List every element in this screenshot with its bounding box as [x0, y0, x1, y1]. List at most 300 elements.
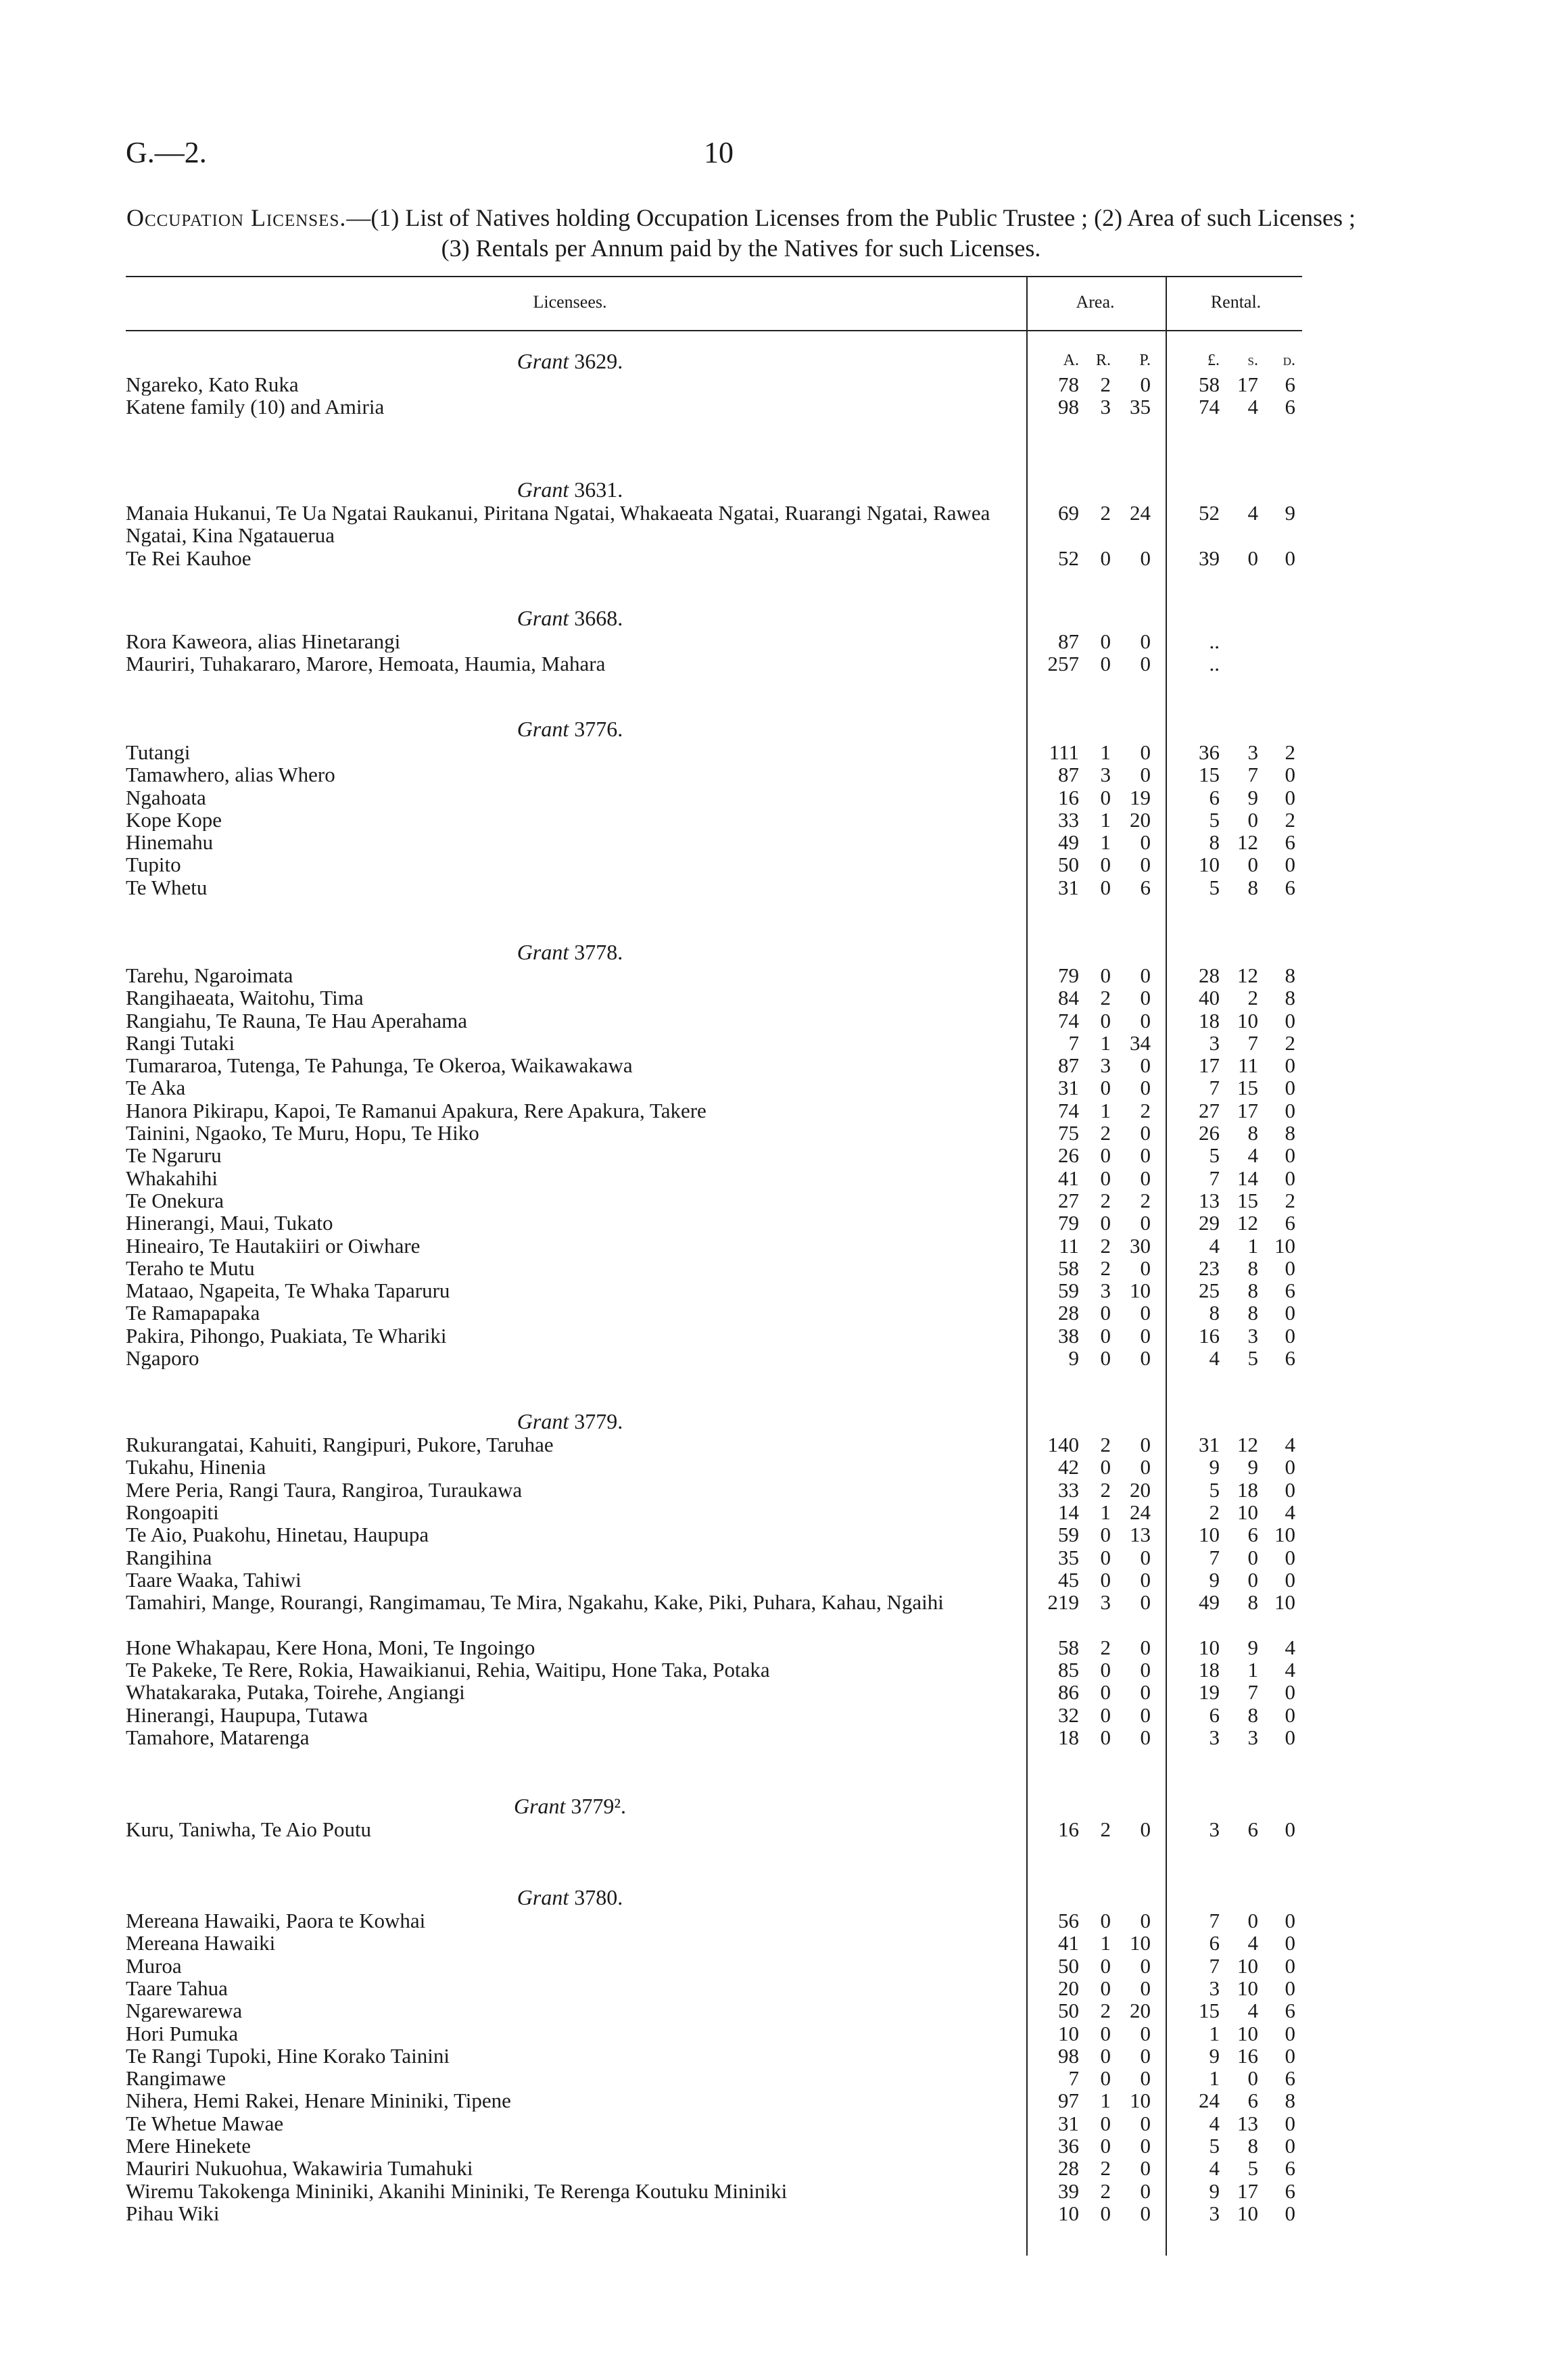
grant-heading: [126, 607, 1014, 629]
area-acres: 50: [1058, 1954, 1079, 1978]
area-perches: 0: [1140, 2179, 1151, 2203]
licensee-name: Taare Tahua: [126, 1977, 228, 1999]
area-roods: 2: [1100, 2179, 1111, 2203]
area-acres: 59: [1058, 1523, 1079, 1546]
licensee-name: Mere Hinekete: [126, 2135, 251, 2157]
area-roods: 1: [1100, 808, 1111, 832]
area-acres: 31: [1058, 876, 1079, 899]
area-roods: 0: [1100, 1976, 1111, 2000]
licensee-name: Te Rei Kauhoe: [126, 547, 251, 569]
area-acres: 59: [1058, 1279, 1079, 1302]
area-acres: 7: [1068, 1031, 1079, 1055]
rental-shillings: 10: [1237, 1500, 1258, 1524]
area-roods: 0: [1100, 2044, 1111, 2068]
licensee-name: Muroa: [126, 1955, 182, 1977]
rental-pence: 0: [1285, 853, 1295, 876]
rental-pounds: 4: [1209, 2112, 1220, 2135]
rental-pence: 0: [1285, 1143, 1295, 1167]
rental-pounds: 3: [1209, 1031, 1220, 1055]
rental-shillings: 3: [1247, 1726, 1258, 1749]
area-perches: 0: [1140, 1121, 1151, 1145]
area-perches: 19: [1130, 786, 1151, 809]
area-roods: 1: [1100, 1931, 1111, 1955]
rental-shillings: 10: [1237, 1009, 1258, 1032]
area-acres: 9: [1068, 1346, 1079, 1370]
rental-pence: 8: [1285, 1121, 1295, 1145]
area-perches: 0: [1140, 1590, 1151, 1614]
area-perches: 35: [1130, 395, 1151, 419]
area-roods: 0: [1100, 1658, 1111, 1682]
rental-pence: 6: [1285, 2179, 1295, 2203]
area-roods: 0: [1100, 1909, 1111, 1932]
area-acres: 28: [1058, 1301, 1079, 1325]
rental-pounds: 25: [1199, 1279, 1220, 1302]
area-roods: 0: [1100, 1301, 1111, 1325]
rental-pounds: 4: [1209, 1346, 1220, 1370]
grant-number: 3779².: [565, 1794, 627, 1818]
area-acres: 16: [1058, 786, 1079, 809]
rental-pounds: 9: [1209, 1568, 1220, 1592]
licensee-name: Mereana Hawaiki: [126, 1932, 276, 1954]
grant-heading: [126, 1886, 1014, 1909]
rental-shillings: 4: [1247, 501, 1258, 525]
area-perches: 0: [1140, 652, 1151, 675]
area-acres: 10: [1058, 2022, 1079, 2045]
area-roods: 2: [1100, 1433, 1111, 1456]
column-header-area: Area.: [1076, 292, 1115, 312]
area-acres: 86: [1058, 1680, 1079, 1704]
area-acres: 56: [1058, 1909, 1079, 1932]
area-roods: 0: [1100, 2112, 1111, 2135]
rental-pence: 0: [1285, 1053, 1295, 1077]
rental-pence: 0: [1285, 1076, 1295, 1099]
rental-shillings: 6: [1247, 1523, 1258, 1546]
rental-pence: 6: [1285, 1999, 1295, 2022]
licensee-name: Rukurangatai, Kahuiti, Rangipuri, Pukore, Taruhae: [126, 1433, 554, 1456]
rental-pence: 4: [1285, 1658, 1295, 1682]
licensee-name: Mauriri Nukuohua, Wakawiria Tumahuki: [126, 2157, 473, 2179]
grant-word: Grant: [517, 477, 569, 502]
column-divider-area: [1026, 276, 1028, 2256]
area-acres: 78: [1058, 373, 1079, 396]
title-lead: Occupation Licenses.: [126, 204, 347, 231]
licensee-name: Rangiahu, Te Rauna, Te Hau Aperahama: [126, 1009, 467, 1032]
licensee-name: Ngaporo: [126, 1347, 199, 1369]
area-roods: 2: [1100, 1999, 1111, 2022]
licensee-name: Tamahiri, Mange, Rourangi, Rangimamau, Te Mira, Ngakahu, Kake, Piki, Puhara, Kahau, Ngaihi: [126, 1591, 944, 1614]
licensee-name: Te Whetu: [126, 876, 208, 899]
licensee-name: Tarehu, Ngaroimata: [126, 964, 293, 986]
area-perches: 20: [1130, 1999, 1151, 2022]
area-roods: 0: [1100, 2066, 1111, 2090]
area-perches: 0: [1140, 1954, 1151, 1978]
licensee-name: Ngahoata: [126, 786, 206, 809]
area-perches: 0: [1140, 2044, 1151, 2068]
rental-pounds: 9: [1209, 2179, 1220, 2203]
rental-pence: 6: [1285, 373, 1295, 396]
licensee-name: Rora Kaweora, alias Hinetarangi: [126, 630, 401, 652]
licensee-name: Mataao, Ngapeita, Te Whaka Taparuru: [126, 1279, 450, 1302]
licensee-name: Ngareko, Kato Ruka: [126, 373, 299, 396]
area-acres: 257: [1047, 652, 1079, 675]
rental-pence: 6: [1285, 876, 1295, 899]
rental-shillings: 10: [1237, 2202, 1258, 2225]
area-perches: 0: [1140, 2022, 1151, 2045]
column-header-rental: Rental.: [1210, 292, 1262, 312]
rental-pence: 6: [1285, 395, 1295, 419]
rental-shillings: 12: [1237, 830, 1258, 854]
rental-shillings: 7: [1247, 1680, 1258, 1704]
rental-shillings: 8: [1247, 1256, 1258, 1280]
licensee-name: Tumararoa, Tutenga, Te Pahunga, Te Okeroa, Waikawakawa: [126, 1054, 633, 1076]
area-roods: 0: [1100, 2202, 1111, 2225]
rental-pounds: 31: [1199, 1433, 1220, 1456]
area-perches: 0: [1140, 2156, 1151, 2180]
licensee-name: Hineairo, Te Hautakiiri or Oiwhare: [126, 1235, 421, 1257]
area-acres: 33: [1058, 1478, 1079, 1502]
rental-pence: 2: [1285, 1031, 1295, 1055]
area-acres: 42: [1058, 1455, 1079, 1479]
area-perches: 6: [1140, 876, 1151, 899]
licensee-name: Whatakaraka, Putaka, Toirehe, Angiangi: [126, 1681, 465, 1703]
licensee-name: Tutangi: [126, 741, 191, 763]
area-acres: 87: [1058, 763, 1079, 786]
grant-word: Grant: [517, 606, 569, 630]
rental-shillings: 15: [1237, 1189, 1258, 1212]
area-roods: 0: [1100, 876, 1111, 899]
rental-pounds: 58: [1199, 373, 1220, 396]
rental-pence: 8: [1285, 986, 1295, 1009]
rental-pence: 10: [1274, 1234, 1295, 1258]
rental-shillings: 18: [1237, 1478, 1258, 1502]
licensee-name: Tamawhero, alias Whero: [126, 763, 335, 786]
area-perches: 0: [1140, 373, 1151, 396]
licensee-name: Kope Kope: [126, 809, 222, 831]
area-roods: 2: [1100, 1121, 1111, 1145]
licensee-name: Teraho te Mutu: [126, 1257, 255, 1279]
area-acres: 74: [1058, 1099, 1079, 1122]
licensee-name: Tainini, Ngaoko, Te Muru, Hopu, Te Hiko: [126, 1122, 479, 1144]
area-perches: 0: [1140, 2134, 1151, 2158]
rental-pence: 0: [1285, 1301, 1295, 1325]
area-acres: 36: [1058, 2134, 1079, 2158]
area-roods: 0: [1100, 1703, 1111, 1727]
rental-pounds: 8: [1209, 1301, 1220, 1325]
column-header-licensees: Licensees.: [533, 292, 607, 312]
area-roods: 0: [1100, 2022, 1111, 2045]
rental-pence: 0: [1285, 1703, 1295, 1727]
rental-pence: 0: [1285, 2202, 1295, 2225]
rental-pounds: 29: [1199, 1211, 1220, 1235]
rental-pence: 0: [1285, 786, 1295, 809]
area-perches: 0: [1140, 1076, 1151, 1099]
rental-pence: 0: [1285, 1256, 1295, 1280]
area-perches: 0: [1140, 1817, 1151, 1841]
rental-pence: 6: [1285, 1211, 1295, 1235]
licensee-name: Pakira, Pihongo, Puakiata, Te Whariki: [126, 1325, 447, 1347]
area-acres: 49: [1058, 830, 1079, 854]
grant-number: 3668.: [569, 606, 623, 630]
area-perches: 0: [1140, 1636, 1151, 1659]
rental-pounds: 2: [1209, 1500, 1220, 1524]
area-acres: 16: [1058, 1817, 1079, 1841]
area-acres: 98: [1058, 395, 1079, 419]
licensee-name: Hinemahu: [126, 831, 214, 853]
rental-shillings: 8: [1247, 1279, 1258, 1302]
rental-shillings: 4: [1247, 1999, 1258, 2022]
licensee-name: Te Aka: [126, 1076, 186, 1099]
rental-pence: 0: [1285, 1931, 1295, 1955]
rental-pence: 0: [1285, 1726, 1295, 1749]
area-perches: 0: [1140, 740, 1151, 764]
rental-pounds: 27: [1199, 1099, 1220, 1122]
rental-pence: 0: [1285, 763, 1295, 786]
grant-word: Grant: [517, 717, 569, 741]
area-perches: 10: [1130, 2089, 1151, 2112]
rental-shillings: 13: [1237, 2112, 1258, 2135]
licensee-name: Nihera, Hemi Rakei, Henare Mininiki, Tipene: [126, 2089, 511, 2112]
area-roods: 0: [1100, 1211, 1111, 1235]
document-reference: G.—2.: [126, 136, 207, 169]
area-acres: 97: [1058, 2089, 1079, 2112]
area-roods: 0: [1100, 652, 1111, 675]
rental-pounds: 19: [1199, 1680, 1220, 1704]
grant-number: 3776.: [569, 717, 623, 741]
rental-pounds: 5: [1209, 808, 1220, 832]
area-roods: 0: [1100, 1455, 1111, 1479]
rental-shillings: 0: [1247, 1909, 1258, 1932]
grant-word: Grant: [517, 349, 569, 373]
area-perches: 0: [1140, 963, 1151, 987]
rental-pence: 4: [1285, 1636, 1295, 1659]
rental-shillings: 17: [1237, 373, 1258, 396]
area-acres: 75: [1058, 1121, 1079, 1145]
area-roods: 1: [1100, 1099, 1111, 1122]
rental-pounds: 9: [1209, 1455, 1220, 1479]
area-roods: 0: [1100, 1954, 1111, 1978]
licensee-name: Hanora Pikirapu, Kapoi, Te Ramanui Apakura, Rere Apakura, Takere: [126, 1099, 706, 1122]
area-acres: 39: [1058, 2179, 1079, 2203]
page-number: 10: [704, 136, 734, 169]
grant-number: 3629.: [569, 349, 623, 373]
rental-pence: 0: [1285, 1478, 1295, 1502]
rental-pounds: 39: [1199, 546, 1220, 570]
area-acres: 33: [1058, 808, 1079, 832]
rental-pounds: 10: [1199, 1523, 1220, 1546]
rental-shillings: 7: [1247, 763, 1258, 786]
area-acres: 10: [1058, 2202, 1079, 2225]
area-acres: 41: [1058, 1931, 1079, 1955]
area-perches: 0: [1140, 1658, 1151, 1682]
rental-pounds: 18: [1199, 1658, 1220, 1682]
area-perches: 0: [1140, 830, 1151, 854]
area-roods: 2: [1100, 986, 1111, 1009]
rental-pence: 2: [1285, 1189, 1295, 1212]
area-roods: 1: [1100, 740, 1111, 764]
rental-pounds: 16: [1199, 1324, 1220, 1348]
area-roods: 2: [1100, 2156, 1111, 2180]
licensee-name: Te Rangi Tupoki, Hine Korako Tainini: [126, 2045, 450, 2067]
area-roods: 0: [1100, 2134, 1111, 2158]
licensee-name: Hone Whakapau, Kere Hona, Moni, Te Ingoingo: [126, 1636, 535, 1659]
grant-heading: [126, 941, 1014, 963]
column-divider-rental: [1166, 276, 1167, 2256]
rental-shillings: 8: [1247, 2134, 1258, 2158]
area-acres: 98: [1058, 2044, 1079, 2068]
rental-shillings: 8: [1247, 1121, 1258, 1145]
licensee-name: Te Ramapapaka: [126, 1302, 260, 1324]
rental-pounds: 15: [1199, 1999, 1220, 2022]
area-roods: 2: [1100, 1478, 1111, 1502]
rental-pence: 6: [1285, 1346, 1295, 1370]
area-acres: 35: [1058, 1546, 1079, 1569]
rental-pounds: 6: [1209, 786, 1220, 809]
area-perches: 0: [1140, 1680, 1151, 1704]
area-perches: 0: [1140, 2202, 1151, 2225]
area-perches: 0: [1140, 1455, 1151, 1479]
rental-pounds: 8: [1209, 830, 1220, 854]
rental-pounds: 17: [1199, 1053, 1220, 1077]
rental-pence: 6: [1285, 2156, 1295, 2180]
rental-pounds: 3: [1209, 1976, 1220, 2000]
licensee-name: Mere Peria, Rangi Taura, Rangiroa, Turaukawa: [126, 1479, 523, 1501]
rental-pence: 6: [1285, 1279, 1295, 1302]
area-perches: 0: [1140, 1433, 1151, 1456]
rental-pounds: 5: [1209, 1478, 1220, 1502]
rental-shillings: 5: [1247, 1346, 1258, 1370]
rental-pence: 0: [1285, 1166, 1295, 1190]
area-perches: 13: [1130, 1523, 1151, 1546]
table-header-rule: [126, 330, 1302, 331]
area-perches: 0: [1140, 853, 1151, 876]
rental-shillings: 1: [1247, 1234, 1258, 1258]
area-perches: 34: [1130, 1031, 1151, 1055]
rental-pounds: ..: [1209, 652, 1220, 675]
area-perches: 0: [1140, 1009, 1151, 1032]
area-acres: 58: [1058, 1256, 1079, 1280]
area-perches: 2: [1140, 1099, 1151, 1122]
area-roods: 0: [1100, 1346, 1111, 1370]
area-perches: 0: [1140, 1703, 1151, 1727]
rental-pence: 0: [1285, 1954, 1295, 1978]
unit-label-r: R.: [1095, 352, 1111, 369]
area-roods: 3: [1100, 395, 1111, 419]
area-perches: 0: [1140, 1909, 1151, 1932]
area-acres: 41: [1058, 1166, 1079, 1190]
licensee-name: Ngarewarewa: [126, 1999, 243, 2022]
area-roods: 0: [1100, 963, 1111, 987]
area-roods: 2: [1100, 501, 1111, 525]
area-roods: 0: [1100, 1568, 1111, 1592]
area-roods: 0: [1100, 1324, 1111, 1348]
rental-shillings: 5: [1247, 2156, 1258, 2180]
area-acres: 84: [1058, 986, 1079, 1009]
area-acres: 52: [1058, 546, 1079, 570]
rental-pounds: 28: [1199, 963, 1220, 987]
rental-pounds: 18: [1199, 1009, 1220, 1032]
rental-shillings: 9: [1247, 786, 1258, 809]
area-perches: 0: [1140, 1346, 1151, 1370]
grant-word: Grant: [517, 1409, 569, 1433]
area-perches: 0: [1140, 1976, 1151, 2000]
area-roods: 3: [1100, 1279, 1111, 1302]
licensee-name: Tupito: [126, 853, 181, 876]
area-acres: 69: [1058, 501, 1079, 525]
rental-pounds: 40: [1199, 986, 1220, 1009]
area-perches: 30: [1130, 1234, 1151, 1258]
rental-shillings: 11: [1238, 1053, 1258, 1077]
grant-number: 3779.: [569, 1409, 623, 1433]
area-perches: 10: [1130, 1931, 1151, 1955]
area-roods: 3: [1100, 1053, 1111, 1077]
rental-pence: 0: [1285, 1324, 1295, 1348]
rental-pounds: 3: [1209, 2202, 1220, 2225]
rental-pounds: 7: [1209, 1909, 1220, 1932]
area-acres: 31: [1058, 1076, 1079, 1099]
unit-label-a: A.: [1063, 352, 1079, 369]
rental-shillings: 10: [1237, 1954, 1258, 1978]
rental-pence: 4: [1285, 1500, 1295, 1524]
area-perches: 0: [1140, 2066, 1151, 2090]
rental-shillings: 3: [1247, 1324, 1258, 1348]
area-roods: 2: [1100, 1817, 1111, 1841]
area-acres: 18: [1058, 1726, 1079, 1749]
rental-pence: 0: [1285, 2112, 1295, 2135]
area-acres: 85: [1058, 1658, 1079, 1682]
area-perches: 0: [1140, 629, 1151, 653]
rental-pence: 0: [1285, 546, 1295, 570]
licensee-name: Taare Waaka, Tahiwi: [126, 1569, 302, 1591]
area-roods: 2: [1100, 1636, 1111, 1659]
table-top-rule: [126, 276, 1302, 277]
rental-shillings: 6: [1247, 1817, 1258, 1841]
grant-number: 3778.: [569, 940, 623, 964]
area-acres: 50: [1058, 853, 1079, 876]
rental-shillings: 8: [1247, 1301, 1258, 1325]
area-roods: 0: [1100, 786, 1111, 809]
licensee-name: Pihau Wiki: [126, 2202, 220, 2224]
area-perches: 2: [1140, 1189, 1151, 1212]
area-roods: 3: [1100, 1590, 1111, 1614]
rental-shillings: 9: [1247, 1636, 1258, 1659]
area-perches: 0: [1140, 763, 1151, 786]
area-perches: 0: [1140, 1053, 1151, 1077]
licensee-name: Hori Pumuka: [126, 2022, 239, 2045]
rental-pounds: 1: [1209, 2066, 1220, 2090]
rental-pounds: 23: [1199, 1256, 1220, 1280]
rental-shillings: 14: [1237, 1166, 1258, 1190]
area-roods: 1: [1100, 1500, 1111, 1524]
rental-shillings: 17: [1237, 1099, 1258, 1122]
area-acres: 14: [1058, 1500, 1079, 1524]
rental-shillings: 6: [1247, 2089, 1258, 2112]
area-acres: 87: [1058, 629, 1079, 653]
area-acres: 58: [1058, 1636, 1079, 1659]
licensee-name: Manaia Hukanui, Te Ua Ngatai Raukanui, Piritana Ngatai, Whakaeata Ngatai, Ruarangi Ngatai, Rawea Ngatai, Kina Ngatauerua: [126, 502, 990, 546]
rental-pounds: 5: [1209, 2134, 1220, 2158]
rental-pounds: 15: [1199, 763, 1220, 786]
rental-pence: 2: [1285, 808, 1295, 832]
rental-shillings: 16: [1237, 2044, 1258, 2068]
rental-pounds: 5: [1209, 1143, 1220, 1167]
rental-shillings: 12: [1237, 1211, 1258, 1235]
rental-shillings: 10: [1237, 2022, 1258, 2045]
licensee-name: Rangihina: [126, 1546, 212, 1569]
rental-shillings: 1: [1247, 1658, 1258, 1682]
rental-shillings: 7: [1247, 1031, 1258, 1055]
rental-shillings: 0: [1247, 1568, 1258, 1592]
rental-shillings: 10: [1237, 1976, 1258, 2000]
